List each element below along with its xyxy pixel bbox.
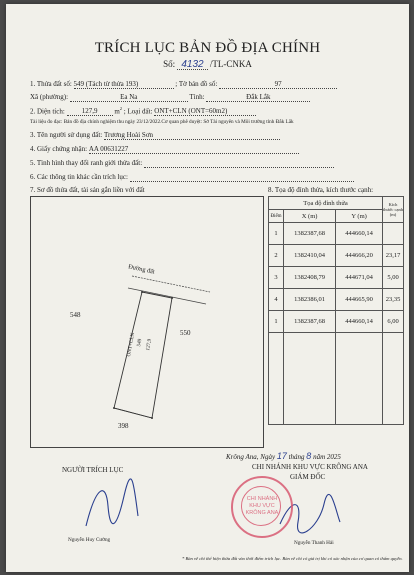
table-row: 2 1382410,04 444666,20 23,17 <box>269 245 404 267</box>
land-user-value: Trương Hoài Sơn <box>104 131 280 140</box>
table-row: 4 1382386,01 444665,90 23,35 <box>269 289 404 311</box>
parcel-diagram <box>30 196 262 446</box>
parcel-landuse-label: ONT+CLN <box>126 332 137 358</box>
table-row: 3 1382408,79 444671,04 5,00 <box>269 267 404 289</box>
extractor-title: NGƯỜI TRÍCH LỤC <box>62 466 124 474</box>
parcel-value: 549 (Tách từ thửa 193) <box>74 80 174 89</box>
table-row: 1 1382387,68 444660,14 <box>269 223 404 245</box>
map-sheet-value: 97 <box>219 80 337 89</box>
document-number-handwritten: 4132 <box>181 59 204 70</box>
parcel-area-label: 127,9 <box>145 338 153 352</box>
coords-heading: 8. Tọa độ đỉnh thửa, kích thước cạnh: <box>268 186 374 194</box>
issuing-branch: CHI NHÁNH KHU VỰC KRÔNG ANA <box>252 463 368 471</box>
table-row: 1 1382387,68 444660,14 6,00 <box>269 311 404 333</box>
road-label: Đường đất <box>127 263 156 276</box>
disclaimer-note: * Bản vẽ chỉ thể hiện thửa đất vào thời điểm trích lục. Bản vẽ chỉ có giá trị khi có xác nhận của cơ quan có thẩm quyền. <box>182 556 403 561</box>
boundary-change-row: 5. Tình hình thay đổi ranh giới thửa đất: <box>30 159 334 168</box>
col-point: Điểm <box>269 210 284 223</box>
parcel-row: 1. Thửa đất số: 549 (Tách từ thửa 193) ; Tờ bản đồ số: 97 <box>30 80 337 89</box>
col-edge-length: Kích thước cạnh (m) <box>383 197 404 223</box>
neighbor-398: 398 <box>118 422 129 430</box>
landuse-value: ONT+CLN (ONT=60m2) <box>154 107 256 116</box>
official-stamp: CHI NHÁNH KHU VỰC KRÔNG ANA <box>231 476 293 538</box>
director-name: Nguyễn Thanh Hải <box>294 540 334 546</box>
parcel-number-label: 549 <box>136 338 144 348</box>
signing-date: Krông Ana, Ngày 17 tháng 8 năm 2025 <box>226 451 341 461</box>
neighbor-550: 550 <box>180 329 191 337</box>
col-x: X (m) <box>284 210 336 223</box>
coordinates-table <box>268 196 404 425</box>
survey-source-note: Tài liệu đo đạc: Bản đồ địa chính nghiệm thu ngày 23/12/2022.Cơ quan phê duyệt: Sở Tài nguyên và Môi trường tỉnh Đắk Lắk <box>30 119 294 125</box>
neighbor-548: 548 <box>70 311 81 319</box>
director-title: GIÁM ĐỐC <box>290 473 326 481</box>
location-row: Xã (phường): Ea Na Tỉnh: Đắk Lắk <box>30 93 310 102</box>
area-row: 2. Diện tích: 127,9 $m^2$ ; Loại đất: ONT+CLN (ONT=60m2) <box>30 106 256 116</box>
table-row-empty <box>269 333 404 425</box>
extractor-signature <box>76 476 146 536</box>
province-value: Đắk Lắk <box>206 93 310 102</box>
document-number: Số: 4132 /TL-CNKA <box>163 59 252 70</box>
other-info-row: 6. Các thông tin khác cần trích lục: <box>30 173 354 182</box>
document-page <box>6 4 409 572</box>
diagram-heading: 7. Sơ đồ thửa đất, tài sản gắn liền với đất <box>30 186 145 194</box>
land-user-row: 3. Tên người sử dụng đất: Trương Hoài Sơn <box>30 131 280 140</box>
commune-value: Ea Na <box>70 93 188 102</box>
document-title: TRÍCH LỤC BẢN ĐỒ ĐỊA CHÍNH <box>94 40 321 56</box>
area-value: 127,9 <box>67 107 113 116</box>
coords-table-header: Tọa độ đỉnh thửa <box>269 197 383 210</box>
col-y: Y (m) <box>336 210 383 223</box>
extractor-name: Nguyễn Huy Cường <box>68 537 111 543</box>
certificate-row: 4. Giấy chứng nhận: AA 00631227 <box>30 145 299 154</box>
certificate-value: AA 00631227 <box>89 145 299 154</box>
